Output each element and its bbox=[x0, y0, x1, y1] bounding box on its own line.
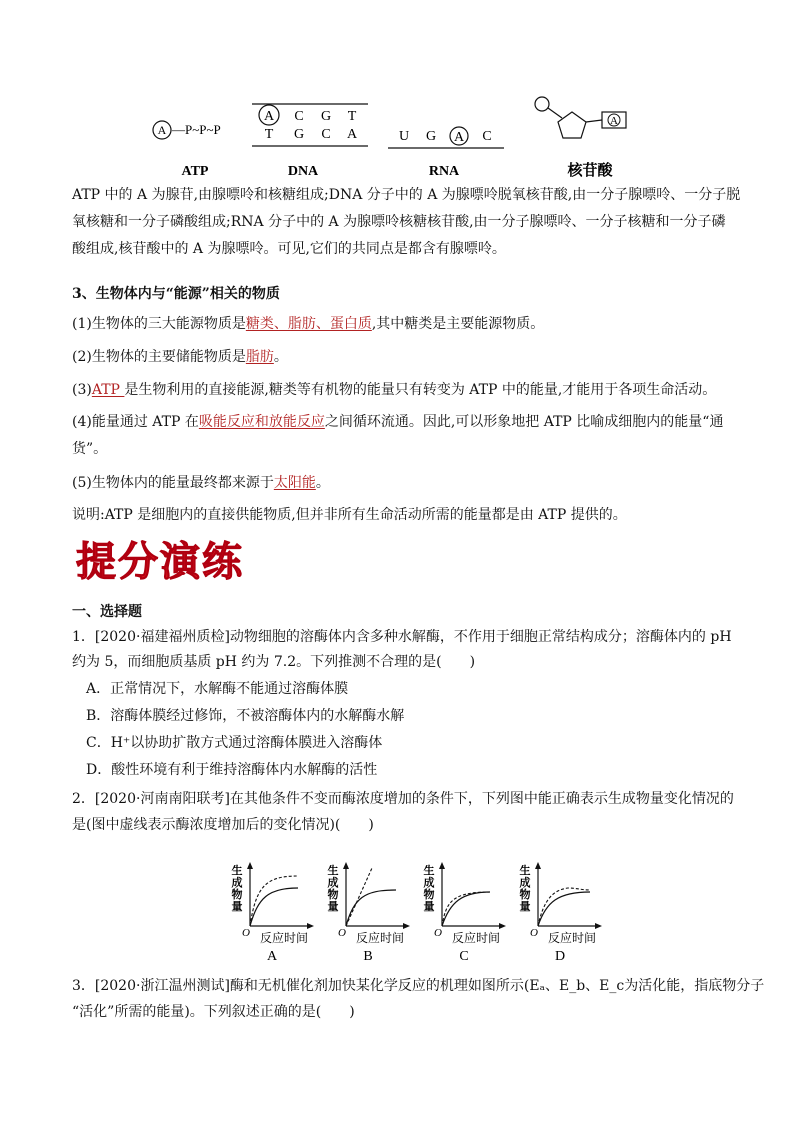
dashed-curve bbox=[538, 888, 590, 926]
y-axis-label-char: 生 bbox=[423, 864, 435, 877]
origin-label: O bbox=[242, 927, 250, 939]
enzyme-graph bbox=[328, 862, 411, 964]
pentose-pentagon-icon bbox=[558, 112, 586, 138]
caption-atp: ATP bbox=[181, 164, 209, 179]
y-axis-label-char: 物 bbox=[327, 888, 339, 901]
dna-top-base: T bbox=[347, 109, 357, 124]
energy-point-5 bbox=[72, 474, 732, 492]
rna-base: C bbox=[482, 129, 492, 144]
dna-top-base: G bbox=[320, 109, 332, 124]
dna-structure bbox=[252, 104, 368, 146]
question-2-line: 2．[2020·河南南阳联考]在其他条件不变而酶浓度增加的条件下，下列图中能正确表示生成物量变化情况的 bbox=[72, 791, 734, 807]
enzyme-graph bbox=[520, 862, 603, 964]
rna-structure bbox=[388, 127, 504, 148]
solid-curve bbox=[346, 890, 396, 926]
y-axis-label-char: 物 bbox=[231, 888, 243, 901]
y-axis-label-char: 量 bbox=[231, 900, 243, 913]
y-axis-label-char: 物 bbox=[423, 888, 435, 901]
graph-letter: A bbox=[266, 949, 278, 964]
question-1-option-b[interactable]: B．溶酶体膜经过修饰，不被溶酶体内的水解酶水解 bbox=[86, 708, 405, 724]
dashed-curve bbox=[250, 876, 298, 926]
question-2-line: 是(图中虚线表示酶浓度增加后的变化情况)( ) bbox=[72, 817, 374, 833]
y-axis-label-char: 成 bbox=[327, 876, 339, 889]
energy-point-4 bbox=[72, 413, 732, 431]
caption-dna: DNA bbox=[287, 164, 319, 179]
atp-circle-letter: A bbox=[157, 123, 167, 137]
phosphate-circle-icon bbox=[535, 97, 549, 111]
text: (1)生物体的三大能源物质是 bbox=[72, 316, 246, 332]
answer-text: 太阳能 bbox=[273, 475, 316, 491]
solid-curve bbox=[250, 888, 298, 926]
solid-curve bbox=[538, 892, 590, 926]
x-axis-label: 反应时间 bbox=[259, 931, 309, 945]
origin-label: O bbox=[338, 927, 346, 939]
graph-letter: D bbox=[554, 949, 566, 964]
graph-letter: C bbox=[459, 949, 469, 964]
enzyme-graph bbox=[424, 862, 507, 964]
x-arrow-icon bbox=[595, 923, 602, 929]
dashed-curve bbox=[442, 892, 490, 926]
y-arrow-icon bbox=[535, 862, 541, 869]
y-axis-label-char: 量 bbox=[327, 900, 339, 913]
text: (3) bbox=[72, 382, 92, 398]
y-axis-label-char: 量 bbox=[519, 900, 531, 913]
dna-bottom-base: C bbox=[321, 127, 331, 142]
energy-point-2 bbox=[72, 348, 732, 366]
y-axis-label-char: 成 bbox=[231, 876, 243, 889]
caption-rna: RNA bbox=[428, 164, 460, 179]
question-1-option-c[interactable]: C．H⁺以协助扩散方式通过溶酶体膜进入溶酶体 bbox=[86, 735, 383, 751]
text: (4)能量通过 ATP 在 bbox=[72, 414, 199, 430]
caption-nucleotide: 核苷酸 bbox=[567, 163, 613, 179]
note-text: 说明:ATP 是细胞内的直接供能物质,但并非所有生命活动所需的能量都是由 ATP 提供的。 bbox=[72, 507, 627, 523]
y-arrow-icon bbox=[439, 862, 445, 869]
exercise-heading: 一、选择题 bbox=[72, 604, 142, 620]
text: 是生物利用的直接能源,糖类等有机物的能量只有转变为 ATP 中的能量,才能用于各项生命活动。 bbox=[124, 382, 717, 398]
y-axis-label-char: 成 bbox=[519, 876, 531, 889]
text: 。 bbox=[315, 475, 330, 491]
y-axis-label-char: 量 bbox=[423, 900, 435, 913]
y-axis-label-char: 成 bbox=[423, 876, 435, 889]
energy-point-3 bbox=[72, 381, 732, 399]
y-axis-label-char: 生 bbox=[231, 864, 243, 877]
dna-top-base: A bbox=[263, 109, 275, 124]
dna-bottom-base: A bbox=[346, 127, 358, 142]
x-arrow-icon bbox=[307, 923, 314, 929]
y-arrow-icon bbox=[343, 862, 349, 869]
text: 之间循环流通。因此,可以形象地把 ATP 比喻成细胞内的能量“通 bbox=[324, 414, 724, 430]
atp-structure bbox=[153, 121, 221, 139]
y-axis-label-char: 生 bbox=[327, 864, 339, 877]
answer-text: 糖类、脂肪、蛋白质 bbox=[245, 316, 372, 332]
section-title: 3、生物体内与“能源”相关的物质 bbox=[72, 286, 280, 302]
question-1-option-d[interactable]: D．酸性环境有利于维持溶酶体内水解酶的活性 bbox=[86, 762, 378, 778]
text: (5)生物体内的能量最终都来源于 bbox=[72, 475, 274, 491]
dna-bottom-base: T bbox=[264, 127, 274, 142]
y-axis-label-char: 生 bbox=[519, 864, 531, 877]
graph-group bbox=[232, 862, 603, 964]
atp-phosphate-chain: —P~P~P bbox=[172, 122, 221, 137]
x-axis-label: 反应时间 bbox=[547, 931, 597, 945]
nucleotide-structure bbox=[535, 97, 626, 138]
x-axis-label: 反应时间 bbox=[355, 931, 405, 945]
energy-point-4-cont: 货”。 bbox=[72, 441, 108, 457]
y-axis-label-char: 物 bbox=[519, 888, 531, 901]
nucleotide-base: A bbox=[610, 115, 618, 127]
solid-curve bbox=[442, 892, 490, 926]
enzyme-graphs bbox=[228, 858, 612, 964]
question-1-line: 约为 5，而细胞质基质 pH 约为 7.2。下列推测不合理的是( ) bbox=[72, 654, 476, 670]
x-axis-label: 反应时间 bbox=[451, 931, 501, 945]
rna-base: G bbox=[425, 129, 437, 144]
nucleotide-structures-figure bbox=[140, 92, 660, 188]
text: 。 bbox=[273, 349, 288, 365]
answer-text: 脂肪 bbox=[245, 349, 274, 365]
explanation-line: ATP 中的 A 为腺苷,由腺嘌呤和核糖组成;DNA 分子中的 A 为腺嘌呤脱氧核苷酸,由一分子腺嘌呤、一分子脱 bbox=[72, 187, 741, 203]
x-arrow-icon bbox=[499, 923, 506, 929]
dashed-curve bbox=[346, 868, 372, 926]
graph-letter: B bbox=[363, 949, 373, 964]
question-3-line: “活化”所需的能量)。下列叙述正确的是( ) bbox=[72, 1004, 355, 1020]
y-arrow-icon bbox=[247, 862, 253, 869]
practice-banner bbox=[72, 535, 272, 585]
question-1-line: 1．[2020·福建福州质检]动物细胞的溶酶体内含多种水解酶，不作用于细胞正常结构成分；溶酶体内的 pH bbox=[72, 629, 732, 645]
energy-point-1 bbox=[72, 315, 732, 333]
text: (2)生物体的主要储能物质是 bbox=[72, 349, 246, 365]
x-arrow-icon bbox=[403, 923, 410, 929]
question-3-line: 3．[2020·浙江温州测试]酶和无机催化剂加快某化学反应的机理如图所示(Eₐ、E_b、E_c为活化能，指底物分子 bbox=[72, 978, 765, 994]
dna-bottom-base: G bbox=[293, 127, 305, 142]
dna-top-base: C bbox=[294, 109, 304, 124]
origin-label: O bbox=[530, 927, 538, 939]
rna-base: A bbox=[453, 130, 465, 145]
enzyme-graph bbox=[232, 862, 315, 964]
explanation-line: 氧核糖和一分子磷酸组成;RNA 分子中的 A 为腺嘌呤核糖核苷酸,由一分子腺嘌呤、一分子核糖和一分子磷 bbox=[72, 214, 726, 230]
answer-text: ATP bbox=[91, 382, 125, 398]
question-1-option-a[interactable]: A．正常情况下，水解酶不能通过溶酶体膜 bbox=[86, 681, 349, 697]
rna-base: U bbox=[398, 129, 410, 144]
practice-banner-text: 提分演练 bbox=[76, 539, 244, 585]
answer-text: 吸能反应和放能反应 bbox=[198, 414, 325, 430]
explanation-line: 酸组成,核苷酸中的 A 为腺嘌呤。可见,它们的共同点是都含有腺嘌呤。 bbox=[72, 241, 506, 257]
text: ,其中糖类是主要能源物质。 bbox=[371, 316, 545, 332]
origin-label: O bbox=[434, 927, 442, 939]
